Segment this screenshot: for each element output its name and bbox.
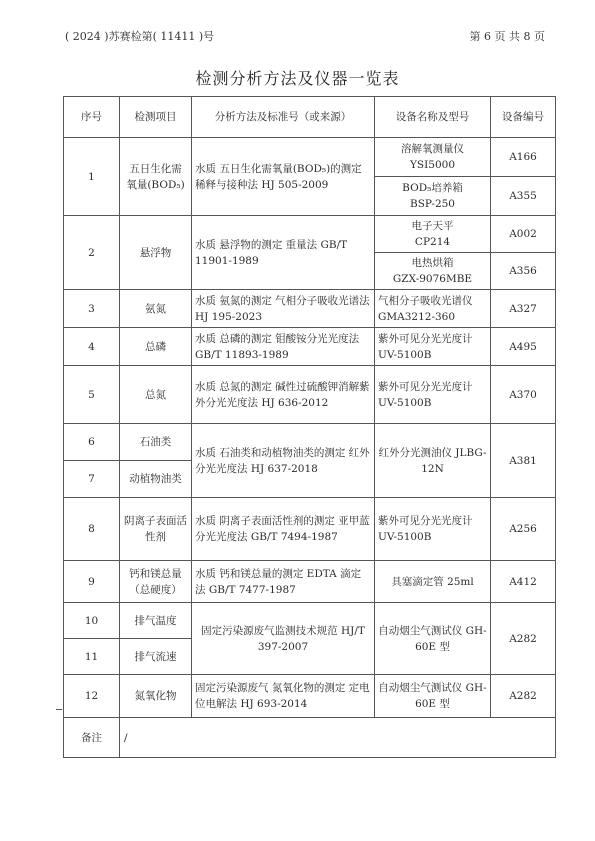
equipment-name: 电子天平 <box>411 220 454 232</box>
analysis-method: 水质 悬浮物的测定 重量法 GB/T 11901-1989 <box>192 216 375 290</box>
row-number: 3 <box>64 290 120 328</box>
equipment-id: A166 <box>491 138 556 177</box>
equipment: 自动烟尘气测试仪 GH-60E 型 <box>375 675 491 718</box>
row-number: 4 <box>64 328 120 366</box>
margin-mark <box>56 709 62 710</box>
test-item: 悬浮物 <box>120 216 192 290</box>
table-header-row <box>64 97 556 138</box>
remark-label: 备注 <box>64 718 120 758</box>
equipment <box>375 253 491 290</box>
analysis-method: 水质 总氮的测定 碱性过硫酸钾消解紫外分光光度法 HJ 636-2012 <box>192 366 375 424</box>
equipment-id: A355 <box>491 177 556 216</box>
row-number: 11 <box>64 639 120 675</box>
row-number: 8 <box>64 498 120 561</box>
analysis-method: 固定污染源废气 氮氧化物的测定 定电位电解法 HJ 693-2014 <box>192 675 375 718</box>
equipment-id: A356 <box>491 253 556 290</box>
equipment <box>375 216 491 253</box>
equipment: 紫外可见分光光度计 UV-5100B <box>375 366 491 424</box>
col-header-equipment: 设备名称及型号 <box>375 97 491 138</box>
table-row <box>64 603 556 639</box>
col-header-item: 检测项目 <box>120 97 192 138</box>
table-row <box>64 561 556 603</box>
equipment-id: A282 <box>491 675 556 718</box>
equipment-name: BOD₅培养箱 <box>402 182 463 194</box>
equipment-id: A412 <box>491 561 556 603</box>
table-row <box>64 366 556 424</box>
test-item: 氨氮 <box>120 290 192 328</box>
test-item-line: 五日生化需 <box>129 162 182 175</box>
analysis-method: 水质 钙和镁总量的测定 EDTA 滴定法 GB/T 7477-1987 <box>192 561 375 603</box>
equipment-model: CP214 <box>414 236 451 248</box>
equipment-name: 电热烘箱 <box>411 257 454 269</box>
analysis-method: 水质 石油类和动植物油类的测定 红外分光光度法 HJ 637-2018 <box>192 424 375 498</box>
col-header-no: 序号 <box>64 97 120 138</box>
equipment-model: YSI5000 <box>410 159 455 171</box>
test-item: 动植物油类 <box>120 461 192 498</box>
analysis-method: 水质 总磷的测定 钼酸铵分光光度法 GB/T 11893-1989 <box>192 328 375 366</box>
equipment <box>375 138 491 177</box>
col-header-equipment-id: 设备编号 <box>491 97 556 138</box>
equipment-id: A381 <box>491 424 556 498</box>
row-number: 7 <box>64 461 120 498</box>
equipment: 自动烟尘气测试仪 GH-60E 型 <box>375 603 491 675</box>
test-item <box>120 138 192 216</box>
test-item: 钙和镁总量（总硬度） <box>120 561 192 603</box>
equipment-id: A282 <box>491 603 556 675</box>
equipment-id: A256 <box>491 498 556 561</box>
analysis-method: 水质 五日生化需氧量(BOD₅)的测定 稀释与接种法 HJ 505-2009 <box>192 138 375 216</box>
test-item: 总磷 <box>120 328 192 366</box>
equipment: 紫外可见分光光度计 UV-5100B <box>375 328 491 366</box>
equipment: 具塞滴定管 25ml <box>375 561 491 603</box>
table-row <box>64 216 556 253</box>
table-row <box>64 290 556 328</box>
equipment-model: BSP-250 <box>410 198 455 210</box>
analysis-method: 水质 氨氮的测定 气相分子吸收光谱法 HJ 195-2023 <box>192 290 375 328</box>
analysis-method: 固定污染源废气监测技术规范 HJ/T 397-2007 <box>192 603 375 675</box>
row-number: 12 <box>64 675 120 718</box>
col-header-method: 分析方法及标准号（或来源） <box>192 97 375 138</box>
test-item: 氮氧化物 <box>120 675 192 718</box>
methods-table <box>63 96 556 758</box>
equipment-id: A327 <box>491 290 556 328</box>
equipment: 紫外可见分光光度计 UV-5100B <box>375 498 491 561</box>
table-row <box>64 328 556 366</box>
equipment-name: 溶解氧测量仪 <box>401 143 464 155</box>
table-row <box>64 498 556 561</box>
test-item: 总氮 <box>120 366 192 424</box>
table-row <box>64 138 556 177</box>
page-number: 第 6 页 共 8 页 <box>469 30 545 43</box>
test-item: 排气温度 <box>120 603 192 639</box>
remark-value: / <box>120 718 556 758</box>
equipment-id: A495 <box>491 328 556 366</box>
equipment-id: A002 <box>491 216 556 253</box>
equipment: 红外分光测油仪 JLBG-12N <box>375 424 491 498</box>
row-number: 5 <box>64 366 120 424</box>
remark-row <box>64 718 556 758</box>
row-number: 10 <box>64 603 120 639</box>
table-title: 检测分析方法及仪器一览表 <box>195 69 400 88</box>
table-row <box>64 424 556 461</box>
equipment-id: A370 <box>491 366 556 424</box>
test-item: 阴离子表面活性剂 <box>120 498 192 561</box>
test-item: 石油类 <box>120 424 192 461</box>
equipment: 气相分子吸收光谱仪 GMA3212-360 <box>375 290 491 328</box>
row-number: 6 <box>64 424 120 461</box>
row-number: 1 <box>64 138 120 216</box>
table-row <box>64 675 556 718</box>
analysis-method: 水质 阴离子表面活性剂的测定 亚甲蓝分光光度法 GB/T 7494-1987 <box>192 498 375 561</box>
equipment-model: GZX-9076MBE <box>392 273 473 285</box>
equipment <box>375 177 491 216</box>
test-item-line: 氧量(BOD₅) <box>126 178 185 191</box>
row-number: 9 <box>64 561 120 603</box>
document-number: ( 2024 )苏赛检第( 11411 )号 <box>65 30 215 43</box>
row-number: 2 <box>64 216 120 290</box>
test-item: 排气流速 <box>120 639 192 675</box>
